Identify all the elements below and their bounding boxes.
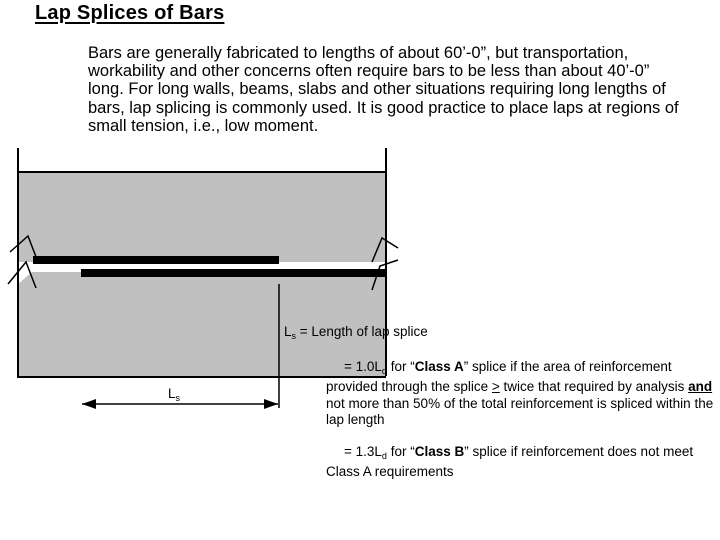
ls-symbol: L: [284, 324, 292, 339]
class-b-subscript: d: [381, 451, 387, 461]
class-a-ge: >: [491, 379, 500, 395]
class-a-rest: not more than 50% of the total reinforcement is spliced within the lap length: [326, 395, 714, 428]
class-a-subscript: d: [381, 366, 387, 376]
intro-text: Bars are generally fabricated to lengths of about 60’-0”, but transportation, workability and other concerns often require bars to be less than about 40’-0” long. For long walls, beams, slabs and other situations requiring long lengths of bars, lap splicing is commonly used. It is good practice to place laps at regions of small tension, i.e., low moment.: [88, 44, 679, 135]
rebar-lower: [81, 269, 386, 277]
ls-dim-symbol: L: [168, 386, 176, 401]
ls-subscript: s: [291, 331, 297, 341]
class-b-prefix: = 1.3L: [344, 444, 382, 459]
ls-dim-subscript: s: [175, 393, 181, 403]
ls-definition: [284, 324, 428, 341]
ls-dimension-label: [168, 386, 180, 403]
class-b-definition: [326, 444, 720, 481]
class-a-prefix: = 1.0L: [344, 359, 382, 374]
class-a-and: and: [688, 379, 713, 395]
ls-definition-text: = Length of lap splice: [296, 324, 428, 339]
page-title: Lap Splices of Bars: [35, 2, 225, 24]
rebar-upper: [33, 256, 279, 264]
class-b-rest: ” splice if reinforcement does not meet Class A requirements: [326, 444, 694, 480]
ls-arrow-right: [264, 399, 278, 409]
class-a-mid: twice that required by analysis: [499, 379, 689, 395]
class-a-for: for “: [386, 359, 415, 374]
class-a-definition: [326, 359, 720, 429]
ls-arrow-left: [82, 399, 96, 409]
class-a-name: Class A: [414, 359, 464, 374]
class-b-for: for “: [386, 444, 415, 459]
class-a-after: ” splice if the area of reinforcement provided through the splice: [326, 359, 672, 395]
class-b-name: Class B: [414, 444, 465, 459]
